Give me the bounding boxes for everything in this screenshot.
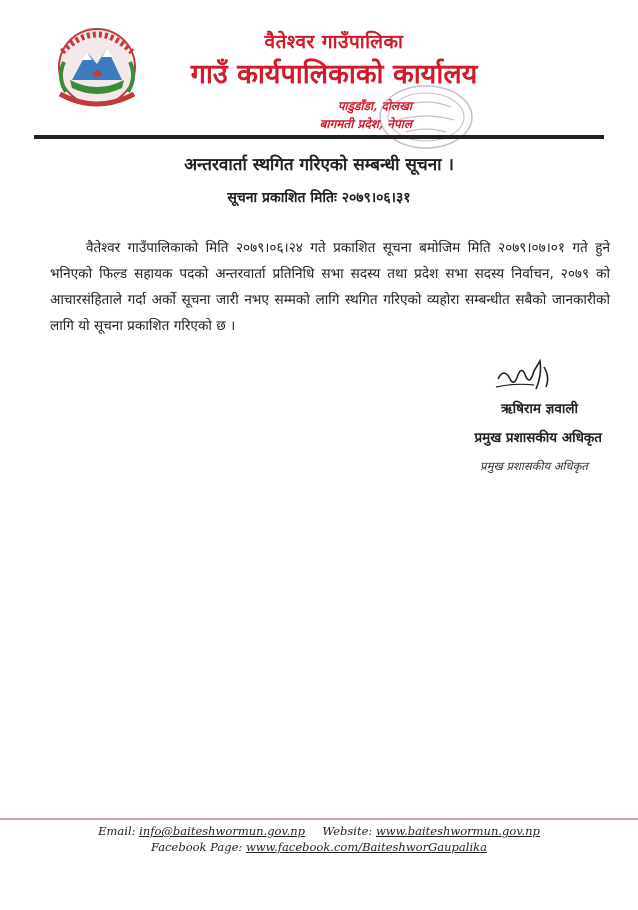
notice-body: वैतेश्वर गाउँपालिकाको मिति २०७९।०६।२४ गते प्रकाशित सूचना बमोजिम मिति २०७९।०७।०१ गते हुने भनिएको फिल्ड सहायक पदको अन्तरवार्ता प्रतिनिधि सभा सदस्य तथा प्रदेश सभा सदस्य निर्वाचन, २०७९ को आचारसंहिताले गर्दा अर्को सूचना जारी नभए सम्मको लागि स्थगित गरिएको व्यहोरा सम्बन्धीत सबैको जानकारीको लागि यो सूचना प्रकाशित गरिएको छ । (50, 240, 610, 334)
footer-contact-line (0, 824, 638, 838)
address-line-1: पाडुडाँडा, दोलखा (337, 99, 412, 113)
office-name: गाउँ कार्यपालिकाको कार्यालय (190, 59, 478, 90)
footer-divider (0, 818, 638, 820)
signer-name: ऋषिराम ज्ञवाली (501, 401, 578, 417)
header-divider (34, 135, 604, 139)
facebook-label: Facebook Page: (151, 840, 243, 854)
website-label: Website: (322, 824, 373, 838)
footer-facebook-line (0, 840, 638, 854)
municipality-name: वैतेश्वर गाउँपालिका (264, 31, 404, 53)
signature-scribble-icon (494, 357, 556, 397)
office-stamp-icon (376, 82, 476, 152)
address-line-2: बागमती प्रदेश, नेपाल (319, 117, 412, 131)
facebook-link[interactable]: www.facebook.com/BaiteshworGaupalika (245, 840, 487, 854)
website-link[interactable]: www.baiteshwormun.gov.np (375, 824, 540, 838)
signer-seal-text: प्रमुख प्रशासकीय अधिकृत (480, 459, 588, 473)
notice-title: अन्तरवार्ता स्थगित गरिएको सम्बन्धी सूचना । (184, 155, 454, 175)
email-link[interactable]: info@baiteshwormun.gov.np (139, 824, 306, 838)
email-label: Email: (98, 824, 136, 838)
publish-date: सूचना प्रकाशित मितिः २०७९।०६।३१ (227, 190, 411, 206)
signer-designation: प्रमुख प्रशासकीय अधिकृत (474, 430, 602, 446)
